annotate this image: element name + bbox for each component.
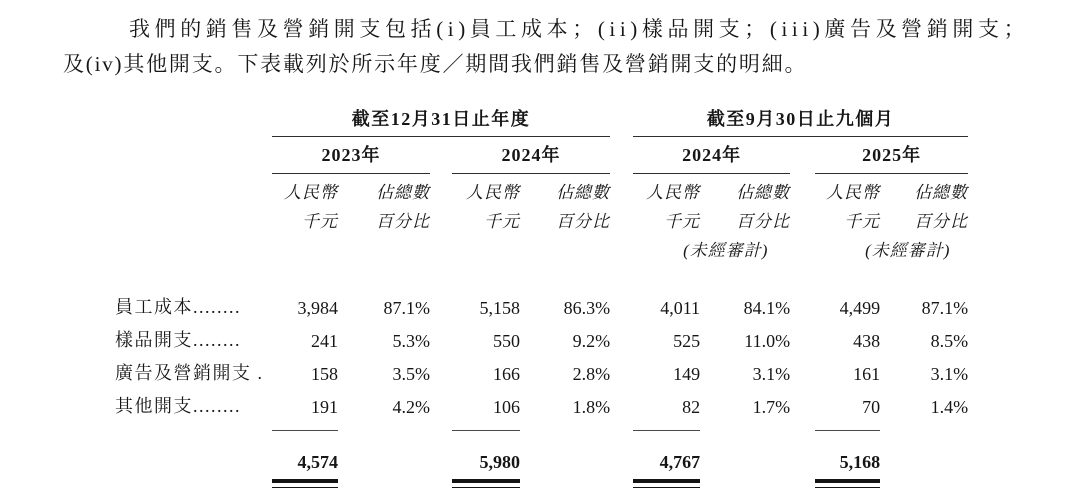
column-gap	[790, 424, 815, 431]
column-gap	[790, 173, 815, 292]
empty-cell	[338, 449, 430, 477]
column-gap	[430, 391, 452, 424]
double-rule	[272, 479, 338, 488]
empty-cell	[700, 424, 790, 431]
column-gap	[610, 100, 633, 136]
cell-value: 5.3%	[392, 331, 430, 351]
empty-cell	[880, 449, 968, 477]
subtotal-rule-row	[115, 424, 968, 431]
double-rule	[815, 479, 880, 488]
row-label: 其他開支........	[115, 396, 241, 416]
subheader-pct-2024-9m	[700, 173, 790, 292]
column-gap	[430, 292, 452, 325]
row-label: 樣品開支........	[115, 330, 241, 350]
cell-value: 84.1%	[743, 298, 791, 318]
empty-cell	[115, 173, 272, 292]
subheader-row	[115, 173, 968, 292]
pct-of-total-label: 佔總數	[556, 182, 611, 202]
column-gap	[610, 449, 633, 477]
cell-value: 8.5%	[930, 331, 969, 351]
double-rule	[452, 479, 520, 488]
cell-value: 3.5%	[392, 364, 430, 384]
rmb-label: 人民幣	[466, 182, 520, 202]
single-rule-cell	[452, 424, 520, 431]
cell-value: 149	[673, 364, 701, 384]
group-header-row	[115, 100, 968, 136]
empty-cell	[338, 477, 430, 493]
empty-cell	[115, 449, 272, 477]
row-label: 廣告及營銷開支 .	[115, 363, 264, 383]
cell-value: 106	[493, 397, 520, 417]
empty-cell	[700, 449, 790, 477]
column-gap	[790, 391, 815, 424]
total-value: 4,767	[659, 452, 701, 472]
unaudited-label: (未經審計)	[865, 240, 951, 260]
cell-value: 1.4%	[930, 397, 969, 417]
column-gap	[430, 477, 452, 493]
cell-value: 86.3%	[563, 298, 611, 318]
intro-line-2: 及(iv)其他開支。下表載列於所示年度／期間我們銷售及營銷開支的明細。	[63, 52, 808, 76]
empty-cell	[115, 136, 272, 173]
total-double-rule-row	[115, 477, 968, 493]
cell-value: 4,499	[839, 298, 881, 318]
column-gap	[790, 325, 815, 358]
single-rule-cell	[272, 424, 338, 431]
column-gap	[430, 325, 452, 358]
column-gap	[610, 358, 633, 391]
empty-cell	[880, 424, 968, 431]
pct-of-total-label: 佔總數	[736, 182, 791, 202]
cell-value: 166	[493, 364, 520, 384]
subheader-pct-2025	[880, 173, 968, 292]
cell-value: 161	[853, 364, 881, 384]
column-gap	[790, 477, 815, 493]
cell-value: 438	[853, 331, 881, 351]
empty-cell	[520, 449, 610, 477]
pct-of-total-label: 佔總數	[376, 182, 430, 202]
column-gap	[430, 358, 452, 391]
subheader-rmb-2023	[272, 173, 338, 292]
column-gap	[610, 424, 633, 431]
year-header-2023: 2023年	[272, 136, 430, 173]
subheader-pct-2024	[520, 173, 610, 292]
thousands-label: 千元	[484, 211, 520, 231]
empty-cell	[115, 424, 272, 431]
total-value: 5,168	[839, 452, 881, 472]
column-gap	[610, 325, 633, 358]
column-gap	[430, 424, 452, 431]
column-gap	[790, 449, 815, 477]
column-gap	[610, 136, 633, 173]
total-value: 4,574	[297, 452, 338, 472]
cell-value: 3.1%	[752, 364, 791, 384]
percentage-label: 百分比	[556, 211, 611, 231]
cell-value: 87.1%	[921, 298, 969, 318]
single-rule-cell	[633, 424, 700, 431]
cell-value: 191	[311, 397, 338, 417]
cell-value: 1.7%	[752, 397, 791, 417]
cell-value: 3,984	[297, 298, 338, 318]
double-rule	[633, 479, 700, 488]
table-row-other-expenses	[115, 391, 968, 424]
double-rule-cell	[272, 477, 338, 493]
column-gap	[790, 292, 815, 325]
cell-value: 2.8%	[572, 364, 611, 384]
rmb-label: 人民幣	[284, 182, 338, 202]
cell-value: 82	[682, 397, 701, 417]
cell-value: 3.1%	[930, 364, 969, 384]
rmb-label: 人民幣	[826, 182, 881, 202]
double-rule-cell	[633, 477, 700, 493]
empty-cell	[700, 477, 790, 493]
group-header-9m-sep30: 截至9月30日止九個月	[633, 100, 968, 136]
empty-cell	[115, 477, 272, 493]
cell-value: 525	[673, 331, 701, 351]
column-gap	[790, 358, 815, 391]
cell-value: 70	[862, 397, 881, 417]
thousands-label: 千元	[844, 211, 881, 231]
table-row-advertising-marketing	[115, 358, 968, 391]
column-gap	[430, 173, 452, 292]
cell-value: 11.0%	[744, 331, 791, 351]
percentage-label: 百分比	[914, 211, 969, 231]
column-gap	[610, 173, 633, 292]
empty-cell	[338, 424, 430, 431]
unaudited-label: (未經審計)	[683, 240, 769, 260]
thousands-label: 千元	[302, 211, 338, 231]
row-label: 員工成本........	[115, 297, 241, 317]
total-value: 5,980	[479, 452, 520, 472]
cell-value: 9.2%	[572, 331, 611, 351]
percentage-label: 百分比	[736, 211, 791, 231]
double-rule-cell	[452, 477, 520, 493]
double-rule-cell	[815, 477, 880, 493]
table-row-sample-expenses	[115, 325, 968, 358]
cell-value: 4.2%	[392, 397, 430, 417]
spacer-row	[115, 431, 968, 449]
expense-breakdown-table	[115, 100, 968, 493]
year-header-2025: 2025年	[815, 136, 968, 173]
intro-line-1: 我們的銷售及營銷開支包括(i)員工成本；(ii)樣品開支；(iii)廣告及營銷開支；	[129, 17, 1030, 41]
column-gap	[430, 449, 452, 477]
empty-cell	[520, 424, 610, 431]
subheader-rmb-2024	[452, 173, 520, 292]
single-rule-cell	[815, 424, 880, 431]
cell-value: 87.1%	[383, 298, 430, 318]
cell-value: 4,011	[660, 298, 701, 318]
pct-of-total-label: 佔總數	[914, 182, 969, 202]
cell-value: 5,158	[479, 298, 520, 318]
empty-cell	[880, 477, 968, 493]
empty-cell	[115, 100, 272, 136]
table-row-staff-costs	[115, 292, 968, 325]
empty-cell	[520, 477, 610, 493]
column-gap	[610, 391, 633, 424]
group-header-fy-dec31: 截至12月31日止年度	[272, 100, 610, 136]
year-header-2024-9m: 2024年	[633, 136, 790, 173]
column-gap	[430, 136, 452, 173]
column-gap	[610, 477, 633, 493]
column-gap	[790, 136, 815, 173]
cell-value: 550	[493, 331, 520, 351]
subheader-pct-2023	[338, 173, 430, 292]
column-gap	[610, 292, 633, 325]
year-header-2024: 2024年	[452, 136, 610, 173]
intro-paragraph	[63, 12, 1030, 82]
cell-value: 158	[311, 364, 338, 384]
cell-value: 1.8%	[572, 397, 611, 417]
percentage-label: 百分比	[376, 211, 430, 231]
total-row	[115, 449, 968, 477]
cell-value: 241	[311, 331, 338, 351]
rmb-label: 人民幣	[646, 182, 701, 202]
thousands-label: 千元	[664, 211, 701, 231]
spacer	[115, 431, 968, 449]
year-header-row	[115, 136, 968, 173]
